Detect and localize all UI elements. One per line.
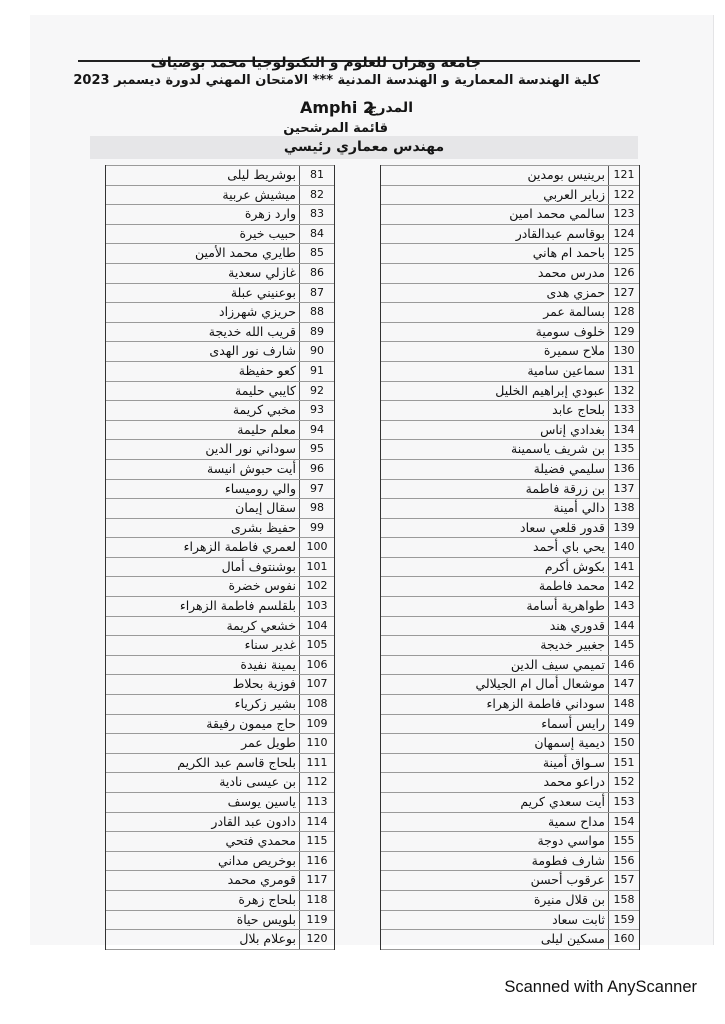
- candidate-name: غدير سناء: [244, 637, 296, 653]
- row-number: 104: [299, 617, 334, 636]
- table-row: [381, 186, 639, 206]
- candidate-name: خشعي كريمة: [226, 617, 296, 633]
- candidate-name: يمينة نفيدة: [240, 656, 296, 672]
- table-row: [106, 734, 334, 754]
- candidate-name: سوداني فاطمة الزهراء: [486, 696, 605, 712]
- table-row: [106, 342, 334, 362]
- candidate-name: ملاح سميرة: [543, 343, 605, 359]
- row-number: 94: [299, 421, 334, 440]
- candidate-name: طويل عمر: [241, 735, 296, 751]
- table-row: [106, 303, 334, 323]
- row-number: 93: [299, 401, 334, 420]
- row-number: 112: [299, 773, 334, 792]
- table-row: [381, 382, 639, 402]
- candidate-name: كعو حفيظة: [238, 362, 296, 378]
- candidate-name: بوقاسم عبدالقادر: [515, 225, 605, 241]
- row-number: 158: [608, 891, 639, 910]
- candidate-name: موشعال أمال ام الجيلالي: [475, 676, 605, 692]
- row-number: 115: [299, 832, 334, 851]
- table-row: [381, 401, 639, 421]
- table-row: [106, 577, 334, 597]
- table-row: [381, 165, 639, 186]
- table-row: [381, 734, 639, 754]
- row-number: 87: [299, 284, 334, 303]
- row-number: 145: [608, 636, 639, 655]
- table-row: [381, 460, 639, 480]
- candidate-name: قدوري هند: [549, 617, 605, 633]
- row-number: 81: [299, 166, 334, 185]
- table-row: [381, 773, 639, 793]
- table-row: [106, 832, 334, 852]
- candidate-name: بكوش أكرم: [544, 558, 605, 574]
- amphi-label: المدرج: [367, 100, 413, 116]
- table-row: [381, 480, 639, 500]
- candidate-name: مداح سمية: [548, 813, 605, 829]
- table-row: [381, 891, 639, 911]
- candidate-name: بن قلال منيرة: [533, 891, 605, 907]
- row-number: 150: [608, 734, 639, 753]
- table-row: [106, 401, 334, 421]
- table-row: [106, 773, 334, 793]
- candidate-name: برينيس بومدين: [527, 167, 605, 182]
- row-number: 122: [608, 186, 639, 205]
- row-number: 160: [608, 930, 639, 949]
- row-number: 153: [608, 793, 639, 812]
- row-number: 86: [299, 264, 334, 283]
- table-row: [106, 871, 334, 891]
- candidate-name: بوخريص مداني: [218, 852, 296, 868]
- row-number: 117: [299, 871, 334, 890]
- candidate-name: ديمية إسمهان: [534, 735, 605, 751]
- table-row: [106, 891, 334, 911]
- candidate-name: بلحاج قاسم عبد الكريم: [177, 754, 296, 770]
- candidate-name: تميمي سيف الدين: [510, 656, 605, 672]
- scanner-watermark: Scanned with AnyScanner: [504, 978, 697, 996]
- candidate-name: بلحاج زهرة: [238, 891, 296, 907]
- row-number: 147: [608, 675, 639, 694]
- row-number: 119: [299, 911, 334, 930]
- candidate-name: حاج ميمون رفيقة: [206, 715, 296, 731]
- table-row: [106, 617, 334, 637]
- table-row: [381, 225, 639, 245]
- table-row: [106, 480, 334, 500]
- candidate-name: مدرس محمد: [537, 264, 605, 280]
- candidate-name: حبيب خيرة: [239, 225, 296, 241]
- row-number: 121: [608, 166, 639, 185]
- table-row: [106, 421, 334, 441]
- candidate-name: طايري محمد الأمين: [194, 245, 296, 261]
- row-number: 139: [608, 519, 639, 538]
- table-row: [381, 793, 639, 813]
- row-number: 130: [608, 342, 639, 361]
- candidate-name: حفيظ بشرى: [231, 519, 296, 535]
- table-row: [106, 911, 334, 931]
- row-number: 132: [608, 382, 639, 401]
- table-row: [106, 284, 334, 304]
- candidate-name: ياسين يوسف: [227, 794, 296, 809]
- table-row: [106, 225, 334, 245]
- table-row: [381, 342, 639, 362]
- candidate-name: دراعو محمد: [543, 774, 605, 790]
- candidate-name: بوشريط ليلى: [227, 167, 296, 182]
- row-number: 154: [608, 813, 639, 832]
- row-number: 114: [299, 813, 334, 832]
- row-number: 111: [299, 754, 334, 773]
- table-row: [106, 813, 334, 833]
- table-row: [381, 440, 639, 460]
- table-row: [381, 264, 639, 284]
- table-row: [381, 284, 639, 304]
- table-row: [381, 675, 639, 695]
- row-number: 110: [299, 734, 334, 753]
- candidate-name: بلقلسم فاطمة الزهراء: [179, 598, 296, 614]
- row-number: 125: [608, 244, 639, 263]
- candidate-name: بن شريف ياسمينة: [511, 441, 605, 457]
- grade-banner: مهندس معماري رئيسي: [90, 136, 638, 159]
- table-row: [381, 558, 639, 578]
- row-number: 100: [299, 538, 334, 557]
- row-number: 137: [608, 480, 639, 499]
- row-number: 140: [608, 538, 639, 557]
- faculty-exam-line: كلية الهندسة المعمارية و الهندسة المدنية *** الامتحان المهني لدورة ديسمبر 2023: [73, 73, 600, 88]
- table-row: [381, 577, 639, 597]
- table-row: [381, 832, 639, 852]
- candidate-name: سالمي محمد امين: [509, 206, 605, 222]
- candidate-name: بن عيسى نادية: [219, 774, 296, 790]
- table-row: [106, 264, 334, 284]
- table-row: [381, 911, 639, 931]
- row-number: 92: [299, 382, 334, 401]
- table-row: [106, 930, 334, 950]
- table-row: [381, 323, 639, 343]
- candidate-name: قريب الله خديجة: [208, 323, 296, 339]
- row-number: 107: [299, 675, 334, 694]
- row-number: 116: [299, 852, 334, 871]
- row-number: 91: [299, 362, 334, 381]
- candidate-name: ثابت سعاد: [552, 911, 605, 927]
- table-row: [381, 617, 639, 637]
- candidate-name: مخبي كريمة: [232, 402, 296, 418]
- row-number: 155: [608, 832, 639, 851]
- table-row: [106, 656, 334, 676]
- table-row: [381, 871, 639, 891]
- candidate-name: محمد فاطمة: [538, 578, 605, 594]
- row-number: 146: [608, 656, 639, 675]
- table-row: [381, 813, 639, 833]
- row-number: 89: [299, 323, 334, 342]
- candidate-name: سـواق أمينة: [542, 754, 605, 770]
- row-number: 126: [608, 264, 639, 283]
- candidate-name: يحي باي أحمد: [533, 539, 605, 555]
- row-number: 108: [299, 695, 334, 714]
- row-number: 101: [299, 558, 334, 577]
- table-row: [381, 636, 639, 656]
- row-number: 120: [299, 930, 334, 949]
- candidate-name: فوزية بحلاط: [232, 676, 296, 692]
- candidate-name: شارف نور الهدى: [209, 343, 296, 359]
- row-number: 134: [608, 421, 639, 440]
- table-row: [381, 519, 639, 539]
- table-row: [381, 597, 639, 617]
- row-number: 99: [299, 519, 334, 538]
- row-number: 83: [299, 205, 334, 224]
- candidate-name: لعمري فاطمة الزهراء: [183, 539, 296, 555]
- row-number: 82: [299, 186, 334, 205]
- row-number: 85: [299, 244, 334, 263]
- row-number: 90: [299, 342, 334, 361]
- table-row: [106, 499, 334, 519]
- row-number: 128: [608, 303, 639, 322]
- table-row: [106, 597, 334, 617]
- candidate-name: دالي أمينة: [553, 500, 605, 516]
- candidate-name: جغبير خديجة: [540, 637, 605, 653]
- row-number: 124: [608, 225, 639, 244]
- table-row: [381, 754, 639, 774]
- row-number: 135: [608, 440, 639, 459]
- table-row: [106, 323, 334, 343]
- table-row: [106, 754, 334, 774]
- table-row: [106, 793, 334, 813]
- candidate-name: زباير العربي: [543, 186, 605, 202]
- candidate-name: نفوس خضرة: [228, 578, 296, 594]
- table-row: [106, 519, 334, 539]
- row-number: 141: [608, 558, 639, 577]
- row-number: 144: [608, 617, 639, 636]
- candidate-name: بوشنتوف أمال: [221, 558, 296, 574]
- row-number: 151: [608, 754, 639, 773]
- candidate-name: بغدادي إناس: [540, 421, 605, 437]
- row-number: 118: [299, 891, 334, 910]
- row-number: 98: [299, 499, 334, 518]
- candidate-name: عرقوب أحسن: [530, 872, 605, 888]
- row-number: 96: [299, 460, 334, 479]
- table-row: [381, 538, 639, 558]
- table-row: [381, 695, 639, 715]
- table-row: [106, 165, 334, 186]
- candidate-name: عبودي إبراهيم الخليل: [495, 382, 605, 398]
- candidate-name: بلويس حياة: [236, 911, 296, 927]
- candidate-name: وارد زهرة: [244, 206, 296, 222]
- table-row: [106, 205, 334, 225]
- candidate-name: غازلي سعدية: [228, 264, 296, 280]
- table-row: [381, 930, 639, 950]
- row-number: 156: [608, 852, 639, 871]
- candidate-name: قدور قلعي سعاد: [520, 519, 605, 535]
- table-row: [381, 362, 639, 382]
- candidate-name: أيت سعدي كريم: [520, 794, 605, 809]
- candidate-name: بسالمة عمر: [543, 304, 605, 320]
- row-number: 148: [608, 695, 639, 714]
- candidate-name: شارف فطومة: [531, 852, 605, 868]
- university-title: جامعة وهران للعلوم و التكنولوجيا محمد بوضياف: [150, 55, 481, 71]
- candidate-name: دادون عبد القادر: [211, 813, 296, 829]
- row-number: 138: [608, 499, 639, 518]
- table-row: [381, 205, 639, 225]
- candidates-table-right: [380, 165, 640, 950]
- row-number: 88: [299, 303, 334, 322]
- table-row: [381, 715, 639, 735]
- table-row: [106, 715, 334, 735]
- candidate-name: كايبي حليمة: [235, 382, 296, 398]
- candidate-name: بن زرقة فاطمة: [525, 480, 605, 496]
- table-row: [106, 244, 334, 264]
- candidate-name: حريزي شهرزاد: [219, 304, 296, 320]
- candidate-name: معلم حليمة: [237, 421, 296, 437]
- candidate-name: ميشيش عربية: [222, 186, 296, 202]
- row-number: 143: [608, 597, 639, 616]
- row-number: 131: [608, 362, 639, 381]
- row-number: 106: [299, 656, 334, 675]
- row-number: 159: [608, 911, 639, 930]
- candidate-name: سوداني نور الدين: [205, 441, 296, 457]
- table-row: [381, 244, 639, 264]
- table-row: [381, 421, 639, 441]
- row-number: 152: [608, 773, 639, 792]
- candidates-table-left: [105, 165, 335, 950]
- table-row: [106, 558, 334, 578]
- candidate-name: سقال إيمان: [235, 500, 296, 516]
- row-number: 149: [608, 715, 639, 734]
- candidate-name: باحمد ام هاني: [532, 245, 605, 261]
- table-row: [106, 440, 334, 460]
- row-number: 97: [299, 480, 334, 499]
- candidate-name: سماعين سامية: [527, 362, 605, 378]
- row-number: 109: [299, 715, 334, 734]
- candidate-name: محمدي فتحي: [225, 833, 296, 849]
- table-row: [106, 362, 334, 382]
- candidate-name: بلحاج عابد: [552, 402, 605, 418]
- amphi-value: Amphi 2: [300, 98, 375, 117]
- table-row: [106, 695, 334, 715]
- table-row: [106, 675, 334, 695]
- row-number: 95: [299, 440, 334, 459]
- scanned-page: [30, 15, 714, 945]
- candidate-name: أيت حبوش انيسة: [207, 460, 296, 476]
- table-row: [381, 852, 639, 872]
- table-row: [381, 303, 639, 323]
- candidate-name: حمزي هدى: [546, 284, 605, 300]
- table-row: [381, 499, 639, 519]
- row-number: 127: [608, 284, 639, 303]
- row-number: 157: [608, 871, 639, 890]
- row-number: 129: [608, 323, 639, 342]
- candidate-name: رايس أسماء: [541, 715, 605, 731]
- candidate-name: قومري محمد: [227, 872, 296, 888]
- candidate-name: والي روميساء: [224, 480, 296, 496]
- table-row: [106, 382, 334, 402]
- table-row: [106, 460, 334, 480]
- table-row: [381, 656, 639, 676]
- candidate-name: مواسي دوجة: [537, 833, 605, 849]
- row-number: 123: [608, 205, 639, 224]
- row-number: 105: [299, 636, 334, 655]
- candidate-name: طواهرية أسامة: [526, 598, 605, 614]
- row-number: 133: [608, 401, 639, 420]
- candidate-name: خلوف سومية: [535, 323, 605, 339]
- candidate-name: سليمي فضيلة: [533, 460, 605, 476]
- list-title: قائمة المرشحين: [283, 121, 388, 136]
- candidate-name: بشير زكرياء: [234, 696, 296, 712]
- row-number: 113: [299, 793, 334, 812]
- row-number: 103: [299, 597, 334, 616]
- candidate-name: بوعنيني عبلة: [230, 284, 296, 300]
- table-row: [106, 538, 334, 558]
- table-row: [106, 636, 334, 656]
- table-row: [106, 186, 334, 206]
- table-row: [106, 852, 334, 872]
- row-number: 84: [299, 225, 334, 244]
- row-number: 102: [299, 577, 334, 596]
- candidate-name: بوعلام بلال: [239, 931, 296, 947]
- candidate-name: مسكين ليلى: [540, 931, 605, 947]
- row-number: 142: [608, 577, 639, 596]
- row-number: 136: [608, 460, 639, 479]
